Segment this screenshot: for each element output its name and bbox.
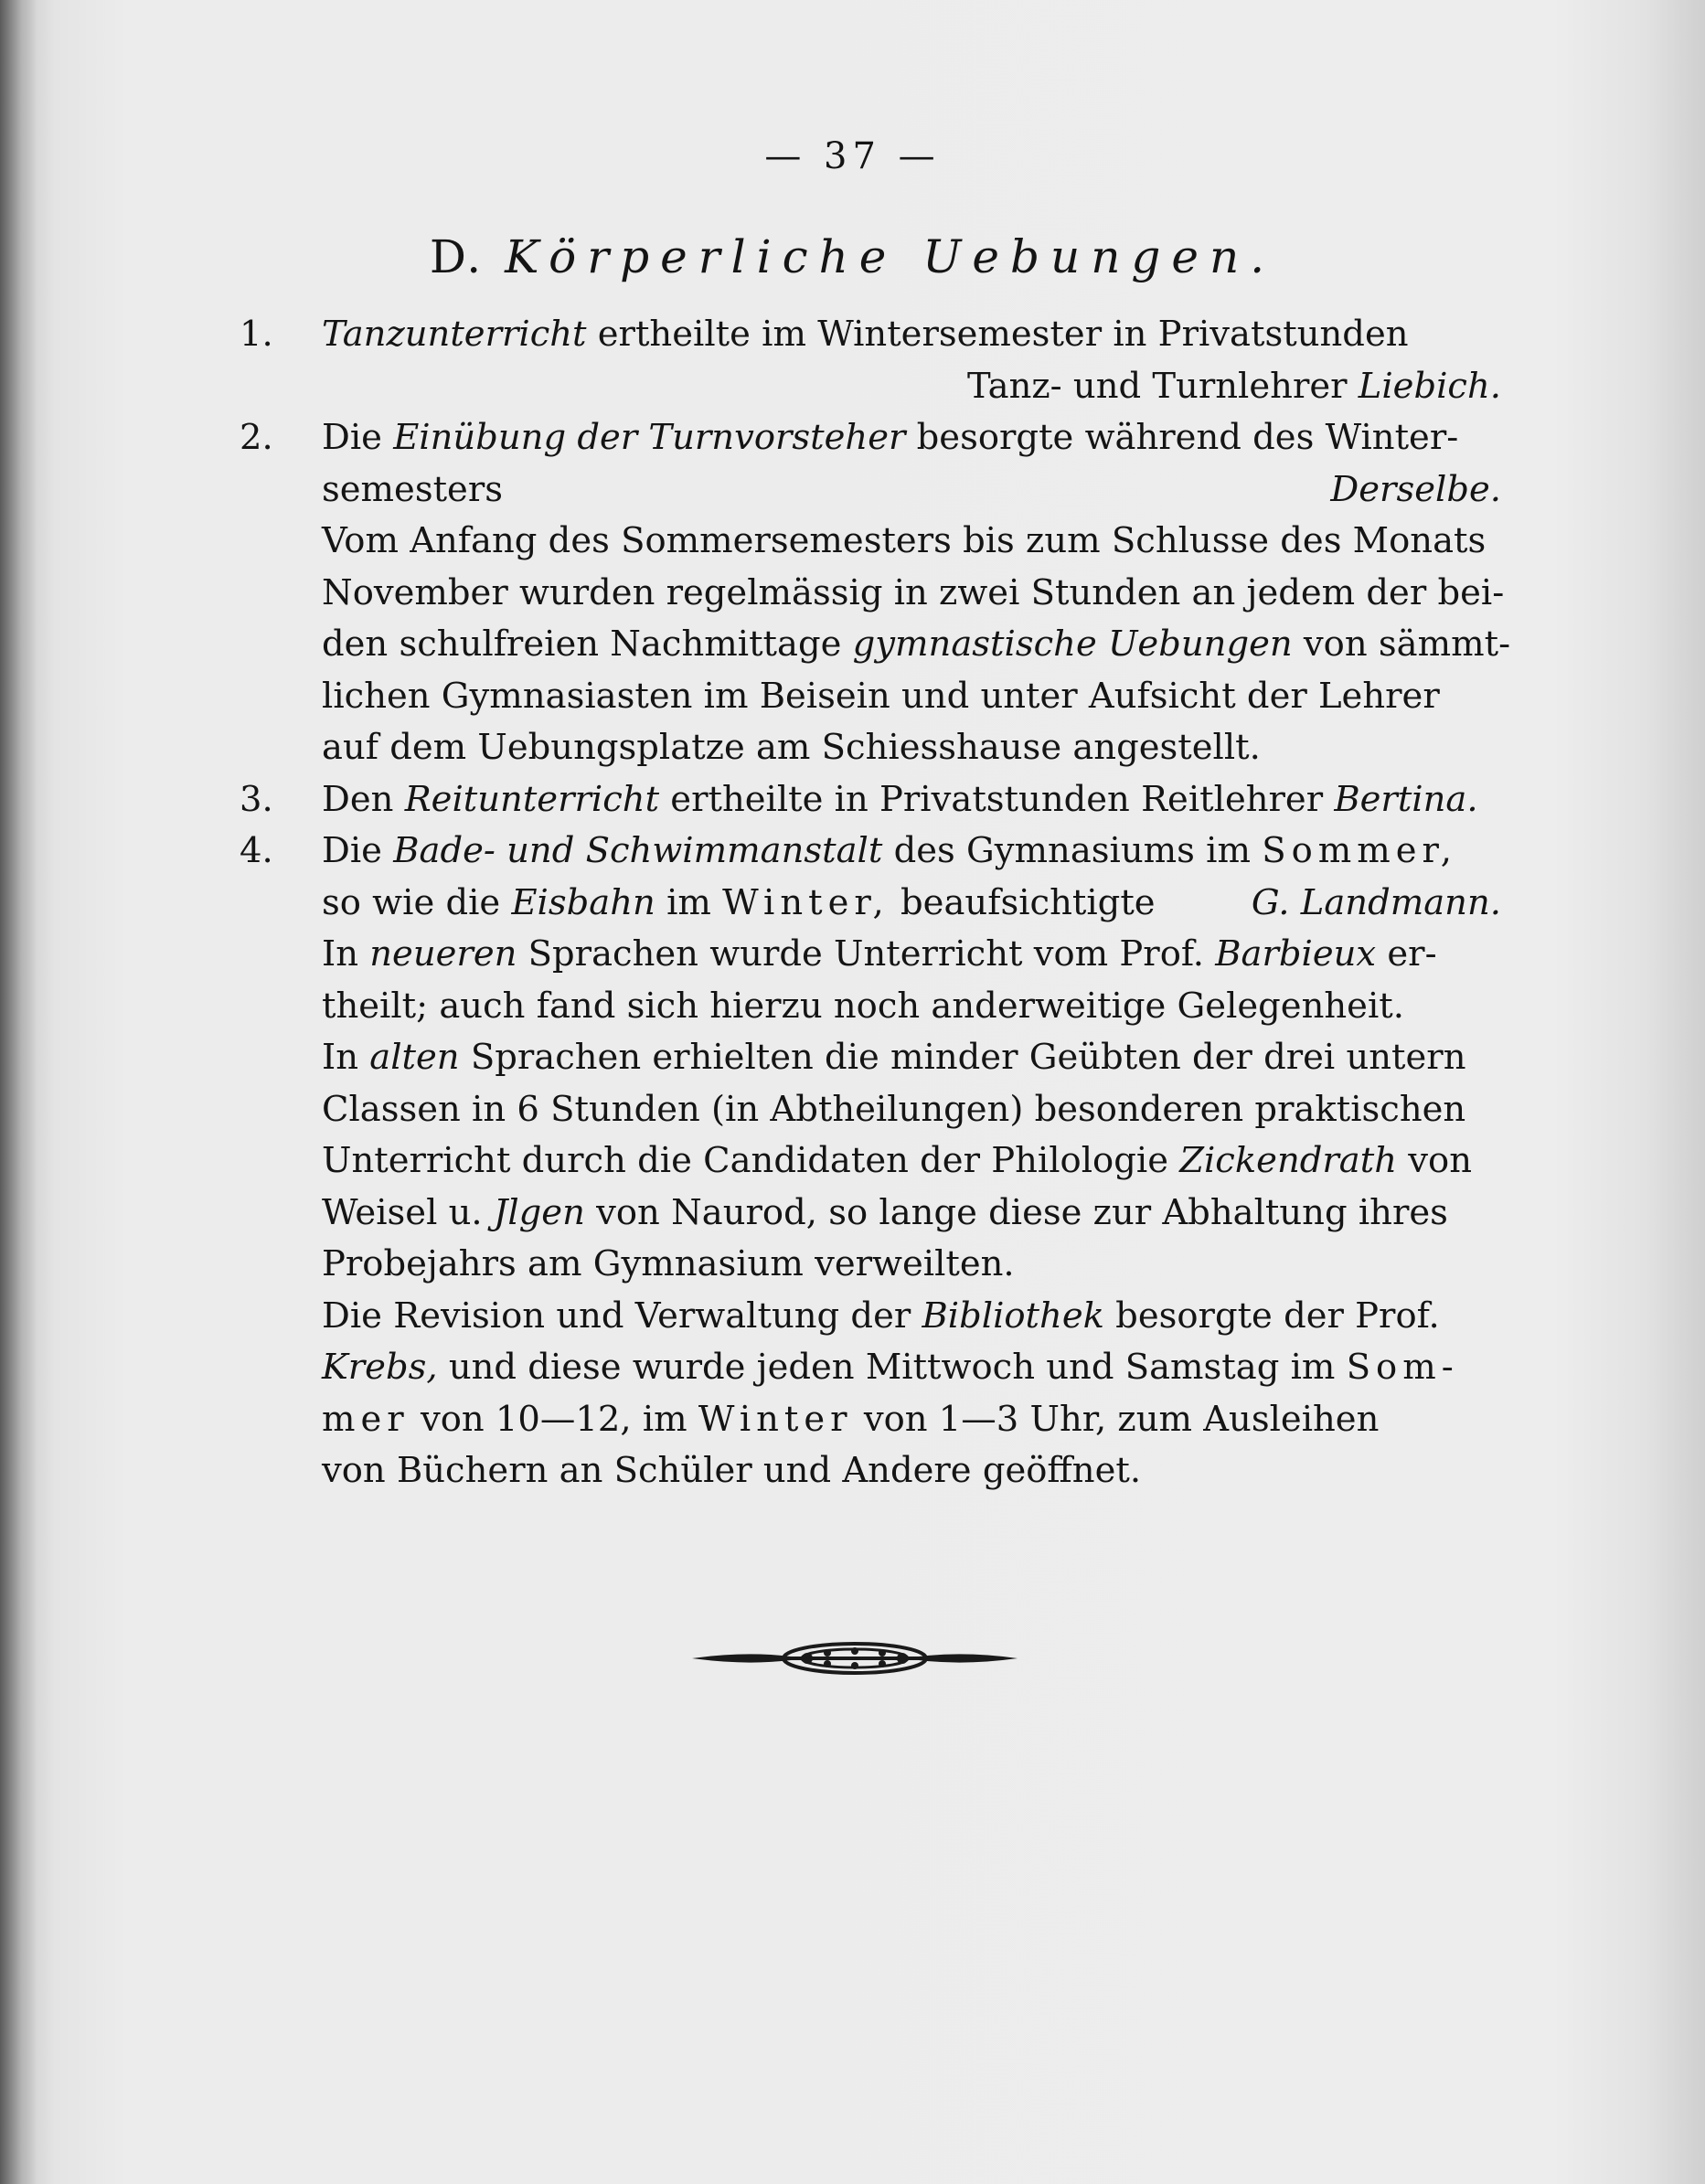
text: In [322, 1037, 370, 1078]
text: von Naurod, so lange diese zur Abhaltung ihres [584, 1191, 1448, 1233]
text: Classen in 6 Stunden (in Abtheilungen) besonderen praktischen [322, 1088, 1466, 1130]
text: von [1397, 1140, 1472, 1181]
emphasis: Einübung der Turnvorsteher [393, 417, 906, 458]
text-line [322, 981, 1501, 1033]
spaced-text: Sommer, [1262, 830, 1457, 871]
text: Die [322, 830, 394, 871]
text-line [322, 619, 1511, 671]
name-emphasis: Derselbe. [1330, 468, 1501, 510]
emphasis: Reitunterricht [404, 778, 660, 820]
text-line [322, 516, 1501, 568]
text-line [322, 568, 1505, 620]
section-letter: D. [429, 230, 484, 283]
body-text [240, 309, 1511, 1497]
ornament-divider [690, 1633, 1019, 1684]
text: des Gymnasiums im [882, 830, 1263, 871]
name-emphasis: Barbieux [1215, 933, 1377, 975]
item-number: 2. [240, 417, 273, 458]
text-line [322, 1291, 1501, 1343]
emphasis: gymnastische Uebungen [852, 623, 1293, 665]
text: Die Revision und Verwaltung der [322, 1294, 922, 1337]
text: semesters [322, 468, 504, 510]
spaced-text: mer [322, 1398, 410, 1440]
text: Sprachen wurde Unterricht vom Prof. [517, 933, 1216, 975]
text: auf dem Uebungsplatze am Schiesshause angestellt. [322, 727, 1261, 768]
text: Tanz- und Turnlehrer [966, 365, 1359, 407]
text-line [322, 1239, 1501, 1291]
text-line [322, 1445, 1501, 1497]
list-item [240, 309, 1501, 412]
list-item [240, 412, 1511, 774]
text: lichen Gymnasiasten im Beisein und unter Aufsicht der Lehrer [322, 675, 1440, 717]
text-line [322, 1135, 1501, 1188]
page-number: — 37 — [764, 135, 941, 177]
text: Weisel u. [322, 1191, 494, 1233]
item-number: 3. [240, 778, 273, 820]
text: von 10—12, im [409, 1398, 698, 1440]
text-line [322, 878, 1501, 930]
text-line [322, 722, 1501, 774]
emphasis: Bibliothek [922, 1294, 1104, 1337]
text-line [322, 1188, 1501, 1240]
item-number: 1. [240, 314, 273, 355]
emphasis: Eisbahn [511, 881, 655, 923]
text: Die [322, 417, 394, 458]
emphasis: alten [369, 1037, 460, 1078]
emphasis: Tanzunterricht [322, 314, 587, 355]
text: November wurden regelmässig in zwei Stunden an jedem der bei- [322, 571, 1505, 613]
name-emphasis: Liebich. [1358, 365, 1501, 407]
text-line [322, 361, 1501, 413]
section-heading [0, 230, 1705, 283]
text-line [322, 412, 1501, 464]
text-line [322, 464, 1501, 517]
section-title: Körperliche Uebungen. [505, 230, 1276, 283]
name-emphasis: Zickendrath [1179, 1140, 1398, 1181]
text: von Büchern an Schüler und Andere geöffnet. [322, 1450, 1142, 1491]
list-item [240, 826, 1501, 1497]
text: theilt; auch fand sich hierzu noch anderweitige Gelegenheit. [322, 985, 1404, 1027]
text: Den [322, 778, 405, 820]
text-line [322, 309, 1501, 361]
text: In [322, 933, 370, 975]
text-line [322, 826, 1501, 878]
name-emphasis: Krebs, [322, 1347, 438, 1388]
text: besorgte der Prof. [1103, 1294, 1440, 1337]
item-number: 4. [240, 830, 273, 871]
text-line [322, 1342, 1501, 1394]
text: im [655, 881, 723, 923]
text-line [322, 929, 1501, 981]
text: den schulfreien Nachmittage [322, 623, 853, 665]
text-line [322, 1394, 1501, 1446]
book-gutter-shadow [0, 0, 37, 2184]
text-line [322, 1032, 1501, 1084]
text: besorgte während des Winter- [905, 417, 1459, 458]
text-line [322, 671, 1501, 723]
spaced-text: Winter, [722, 881, 890, 923]
text: von 1—3 Uhr, zum Ausleihen [852, 1398, 1380, 1440]
name-emphasis: G. Landmann. [1251, 881, 1501, 923]
text-line [322, 1084, 1501, 1136]
emphasis: neueren [369, 933, 517, 975]
text: er- [1376, 933, 1437, 975]
spaced-text: Winter [698, 1398, 853, 1440]
text: Unterricht durch die Candidaten der Philologie [322, 1140, 1180, 1181]
text: Sprachen erhielten die minder Geübten der drei untern [459, 1037, 1466, 1078]
text: so wie die [322, 881, 512, 923]
list-item [240, 774, 1501, 826]
text: ertheilte in Privatstunden Reitlehrer [659, 778, 1335, 820]
name-emphasis: Jlgen [493, 1191, 585, 1233]
text: Vom Anfang des Sommersemesters bis zum Schlusse des Monats [322, 520, 1487, 561]
text: ertheilte im Wintersemester in Privatstunden [586, 314, 1409, 355]
emphasis: Bade- und Schwimmanstalt [393, 830, 883, 871]
text: Probejahrs am Gymnasium verweilten. [322, 1243, 1015, 1284]
text: beaufsichtigte [889, 881, 1156, 923]
spaced-text: Som- [1346, 1347, 1459, 1388]
text: und diese wurde jeden Mittwoch und Samstag im [437, 1347, 1347, 1388]
name-emphasis: Bertina. [1334, 778, 1478, 820]
text-line [322, 774, 1501, 826]
text: von sämmt- [1292, 623, 1511, 665]
